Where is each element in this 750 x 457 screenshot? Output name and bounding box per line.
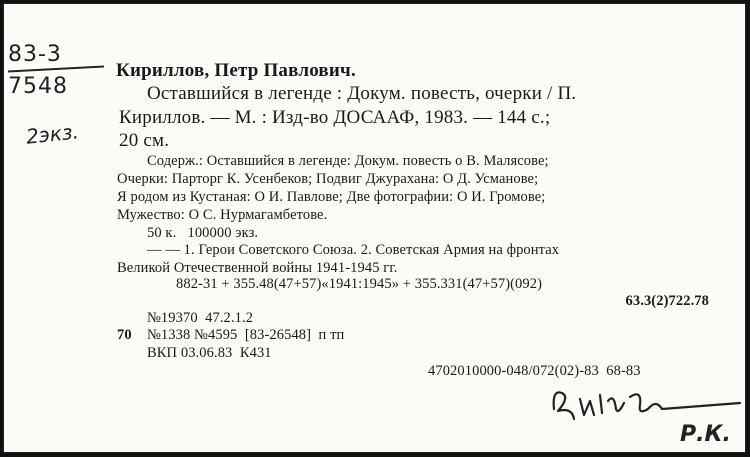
- title-line-1: Оставшийся в легенде : Докум. повесть, очерки / П.: [147, 83, 577, 104]
- subjects-line-1: — — 1. Герои Советского Союза. 2. Советская Армия на фронтах: [147, 242, 560, 258]
- title-line-2: Кириллов. — М. : Изд-во ДОСААФ, 1983. — 144 с.;: [119, 107, 551, 128]
- author-heading: Кириллов, Петр Павлович.: [116, 60, 356, 81]
- title-line-3: 20 см.: [119, 130, 170, 151]
- library-catalog-card: [3, 3, 746, 453]
- code-line-1: №19370 47.2.1.2: [147, 310, 254, 326]
- code-prefix: 70: [117, 327, 132, 343]
- code-line-3: ВКП 03.06.83 К431: [147, 345, 272, 361]
- shelf-mark-top: 83-3: [8, 42, 62, 67]
- price-and-print-run: 50 к. 100000 экз.: [147, 225, 259, 241]
- contents-line-2: Очерки: Парторг К. Усенбеков; Подвиг Джурахана: О Д. Усманове;: [117, 171, 539, 187]
- code-line-2: №1338 №4595 [83-26548] п тп: [147, 327, 345, 343]
- handwritten-initials: Р.К.: [680, 422, 731, 447]
- subjects-line-2: Великой Отечественной войны 1941-1945 гг.: [117, 260, 398, 276]
- contents-line-4: Мужество: О С. Нурмагамбетове.: [117, 207, 328, 223]
- copies-note: 2экз.: [24, 119, 80, 149]
- udc-classification: 882-31 + 355.48(47+57)«1941:1945» + 355.331(47+57)(092): [176, 276, 543, 292]
- shelf-mark-bottom: 7548: [8, 74, 68, 99]
- contents-line-1: Содерж.: Оставшийся в легенде: Докум. повесть о В. Малясове;: [147, 153, 549, 169]
- publisher-code: 4702010000-048/072(02)-83 68-83: [428, 363, 641, 379]
- contents-line-3: Я родом из Кустаная: О И. Павлове; Две фотографии: О И. Громове;: [117, 189, 546, 205]
- bbk-classification: 63.3(2)722.78: [625, 293, 709, 309]
